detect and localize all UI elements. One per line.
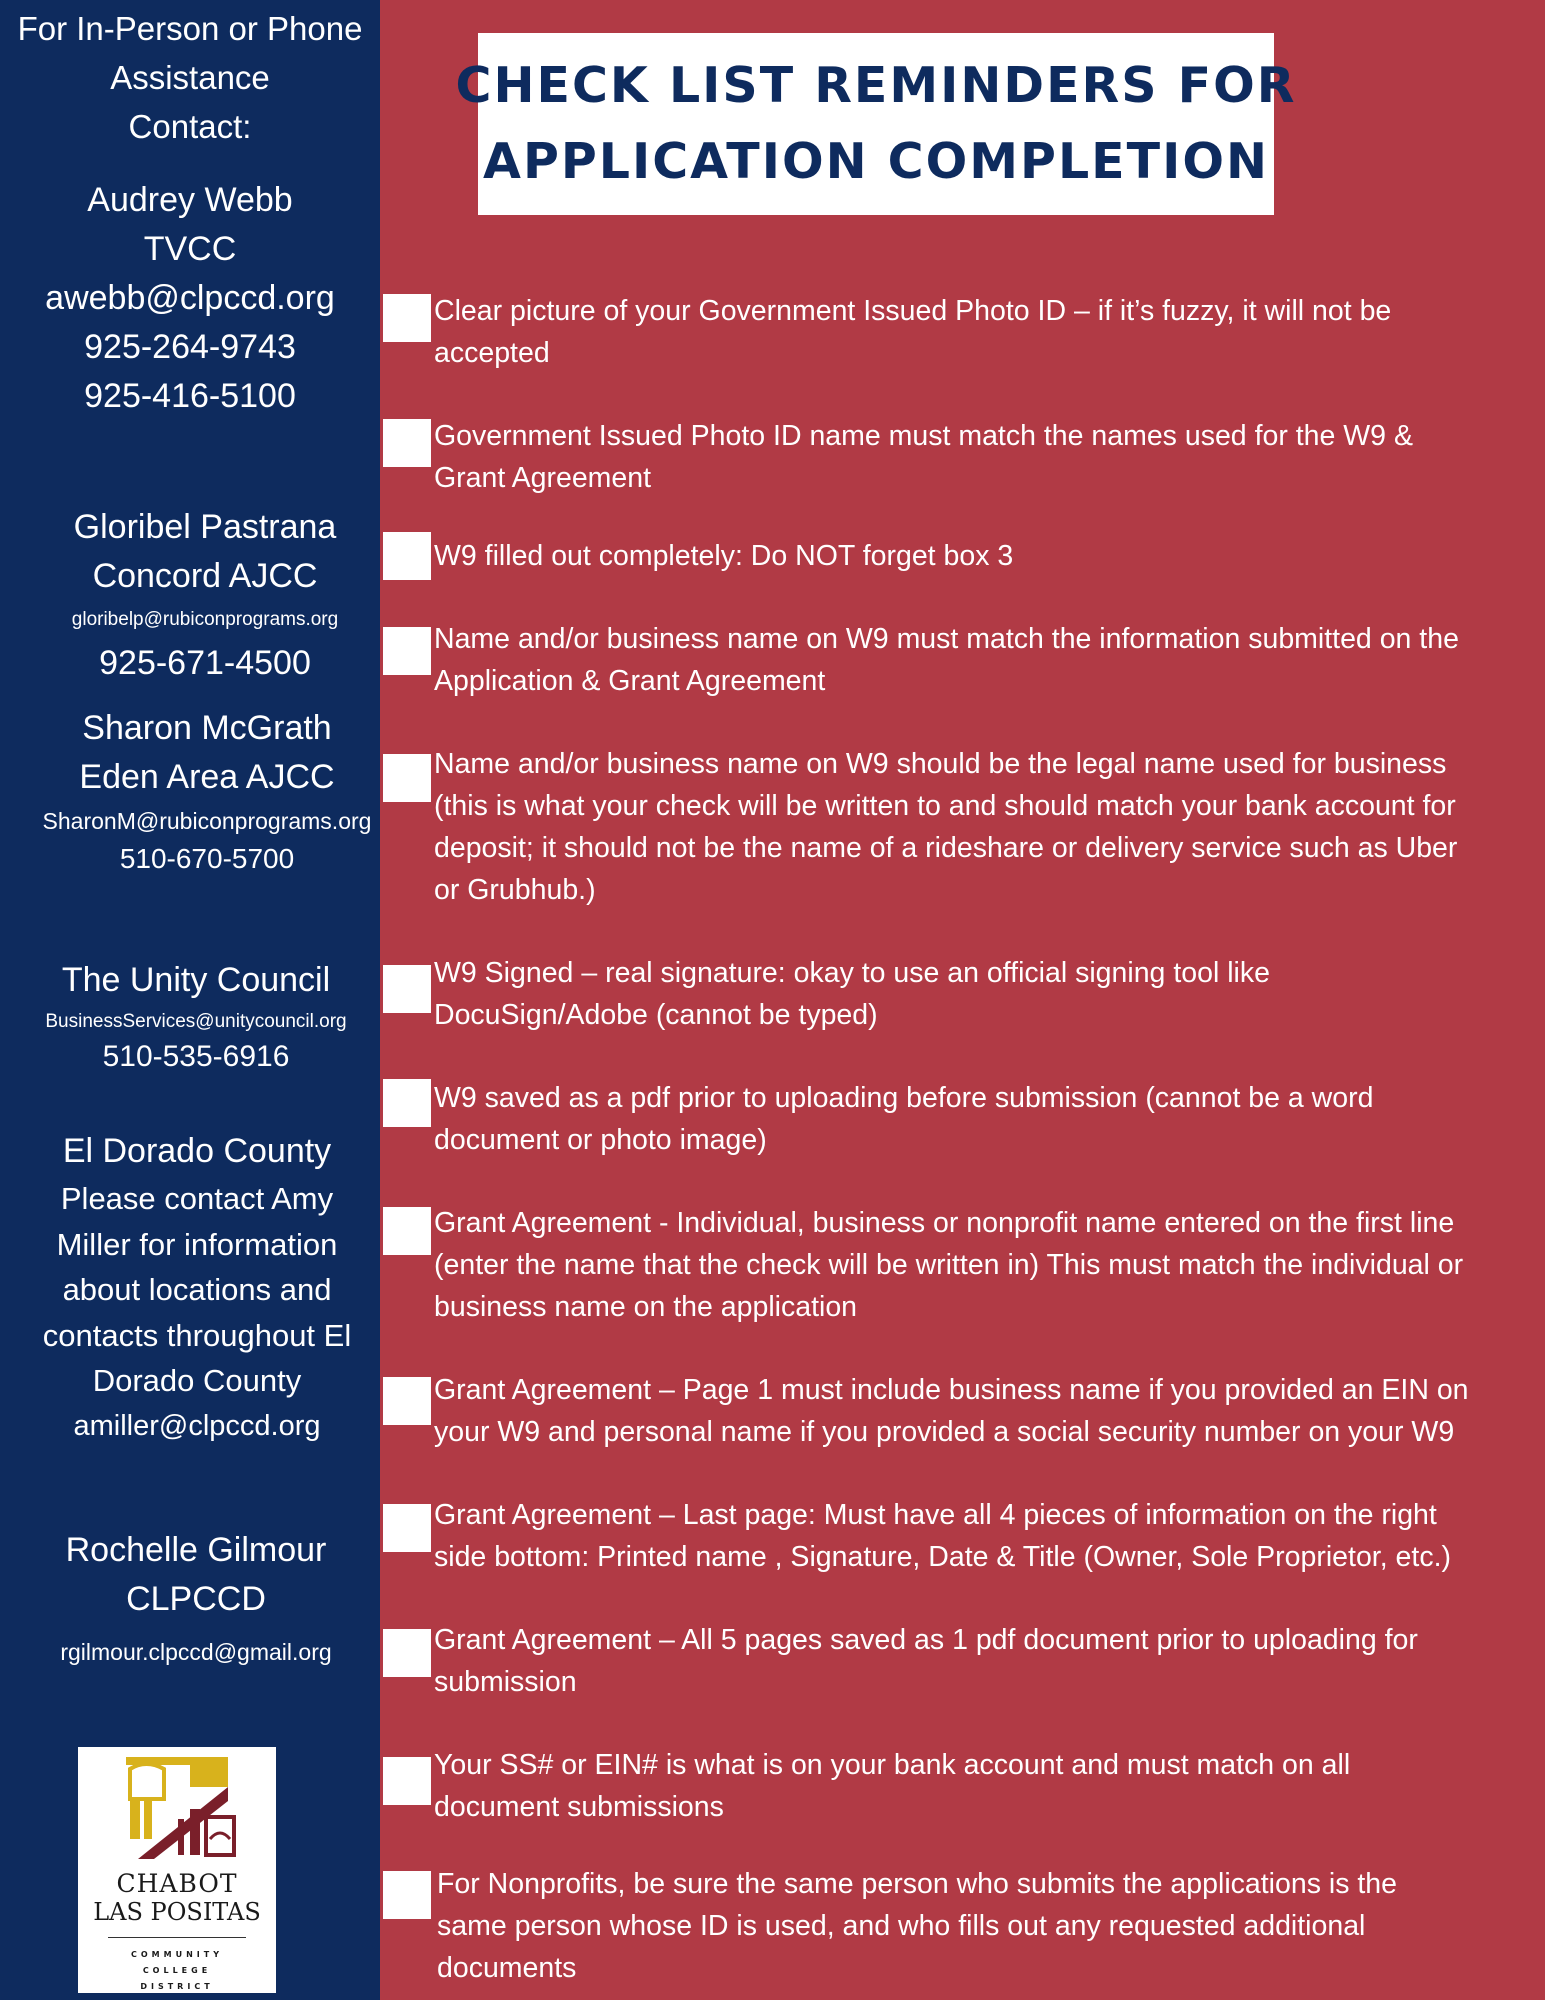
contact-gloribel-pastrana [15,503,395,688]
checkbox[interactable] [383,294,431,342]
heading-line: Assistance [110,59,270,96]
text-line: W9 filled out completely: Do NOT forget box 3 [434,540,1014,572]
text-line: For Nonprofits, be sure the same person who submits the applications is the [437,1868,1397,1900]
text-line: Grant Agreement – Page 1 must include business name if you provided an EIN on [434,1374,1469,1406]
contact-email[interactable]: SharonM@rubiconprograms.org [42,808,372,834]
checklist-item-text [434,1077,1542,1161]
logo-subline: COMMUNITY [130,1950,223,1959]
note-line: Miller for information [56,1226,338,1262]
contact-unity-council [6,956,386,1077]
checkbox[interactable] [383,1504,431,1552]
contact-phone[interactable]: 510-535-6916 [102,1040,290,1073]
text-line: submission [434,1666,577,1698]
checklist-panel [380,0,1545,2000]
note-line: Please contact Amy [60,1181,334,1216]
text-line: or Grubhub.) [434,874,596,906]
title-line-1: CHECK LIST REMINDERS FOR [455,57,1297,114]
text-line: DocuSign/Adobe (cannot be typed) [434,999,878,1031]
contact-email[interactable]: BusinessServices@unitycouncil.org [45,1011,347,1032]
page-title [455,33,1297,215]
contact-audrey-webb [0,176,380,421]
text-line: Grant Agreement [434,462,652,494]
contact-org: TVCC [143,230,237,268]
contact-org: CLPCCD [126,1580,266,1618]
checklist-item-text [434,1744,1542,1828]
logo-line-1: CHABOT [116,1869,238,1898]
logo-line-3 [78,1947,276,1995]
checklist-item-text [434,1369,1542,1453]
checklist-item-text [437,1863,1545,1989]
text-line: (this is what your check will be written to and should match your bank account for [434,790,1456,822]
contact-org: Eden Area AJCC [79,758,335,796]
text-line: W9 Signed – real signature: okay to use an official signing tool like [434,957,1270,989]
text-line: Your SS# or EIN# is what is on your bank account and must match on all [434,1749,1351,1781]
text-line: deposit; it should not be the name of a rideshare or delivery service such as Uber [434,832,1458,864]
text-line: Name and/or business name on W9 must match the information submitted on the [434,623,1459,655]
text-line: business name on the application [434,1291,858,1323]
checkbox[interactable] [383,627,431,675]
text-line: Grant Agreement – All 5 pages saved as 1 pdf document prior to uploading for [434,1624,1418,1656]
text-line: Clear picture of your Government Issued Photo ID – if it’s fuzzy, it will not be [434,295,1392,327]
checklist-item-text [434,618,1542,702]
contact-phone[interactable]: 925-671-4500 [99,644,311,682]
sidebar-heading [0,4,380,151]
logo-subline: COLLEGE [142,1966,212,1975]
checkbox[interactable] [383,1377,431,1425]
heading-line: For In-Person or Phone [17,10,363,47]
logo-divider [108,1937,246,1938]
text-line: Name and/or business name on W9 should be the legal name used for business [434,748,1447,780]
contact-note [17,1176,377,1404]
checklist-item-text [434,415,1542,499]
contact-el-dorado-county [17,1127,377,1449]
contact-email[interactable]: gloribelp@rubiconprograms.org [71,609,339,630]
contact-phone[interactable]: 510-670-5700 [119,843,295,874]
college-building-icon [78,1747,276,1867]
checkbox[interactable] [383,1871,431,1919]
logo-line-2: LAS POSITAS [93,1898,261,1926]
text-line: Government Issued Photo ID name must match the names used for the W9 & [434,420,1413,452]
checkbox[interactable] [383,965,431,1013]
text-line: Application & Grant Agreement [434,665,826,697]
checkbox[interactable] [383,1207,431,1255]
text-line: (enter the name that the check will be written in) This must match the individual or [434,1249,1464,1281]
logo-subline: DISTRICT [140,1982,214,1991]
contact-name: Rochelle Gilmour [65,1531,327,1569]
checklist-item-text [434,952,1542,1036]
contact-phone[interactable]: 925-264-9743 [84,328,296,366]
checkbox[interactable] [383,1757,431,1805]
text-line: Grant Agreement - Individual, business or nonprofit name entered on the first line [434,1207,1455,1239]
text-line: side bottom: Printed name , Signature, Date & Title (Owner, Sole Proprietor, etc.) [434,1541,1451,1573]
checklist-item-text [434,535,1542,577]
contact-name: Audrey Webb [87,181,293,219]
checkbox[interactable] [383,419,431,467]
text-line: accepted [434,337,550,369]
heading-line: Contact: [128,108,252,145]
contact-sharon-mcgrath [17,704,397,878]
chabot-las-positas-logo [78,1747,276,1993]
checklist-item-text [434,1619,1542,1703]
contact-phone[interactable]: 925-416-5100 [84,377,296,415]
contact-email[interactable]: amiller@clpccd.org [73,1409,321,1442]
checkbox[interactable] [383,1629,431,1677]
checklist-item-text [434,743,1542,911]
checklist-item-text [434,290,1542,374]
text-line: same person whose ID is used, and who fills out any requested additional [437,1910,1366,1942]
note-line: Dorado County [92,1363,302,1398]
text-line: document submissions [434,1791,724,1823]
checkbox[interactable] [383,532,431,580]
contact-sidebar [0,0,380,2000]
contact-name: Gloribel Pastrana [73,508,337,546]
contact-rochelle-gilmour [6,1526,386,1672]
contact-email[interactable]: awebb@clpccd.org [45,279,335,317]
text-line: W9 saved as a pdf prior to uploading before submission (cannot be a word [434,1082,1374,1114]
text-line: document or photo image) [434,1124,767,1156]
contact-org: Concord AJCC [92,557,318,595]
text-line: documents [437,1952,577,1984]
text-line: Grant Agreement – Last page: Must have all 4 pieces of information on the right [434,1499,1437,1531]
note-line: about locations and [62,1272,332,1307]
checkbox[interactable] [383,754,431,802]
contact-email[interactable]: rgilmour.clpccd@gmail.org [60,1639,332,1665]
contact-name: Sharon McGrath [82,709,332,747]
text-line: your W9 and personal name if you provided a social security number on your W9 [434,1416,1455,1448]
contact-name: El Dorado County [62,1132,332,1170]
checklist-item-text [434,1494,1542,1578]
checklist-item-text [434,1202,1542,1328]
contact-name: The Unity Council [61,961,331,999]
checkbox[interactable] [383,1079,431,1127]
title-line-2: APPLICATION COMPLETION [483,133,1269,190]
note-line: contacts throughout El [42,1317,352,1353]
